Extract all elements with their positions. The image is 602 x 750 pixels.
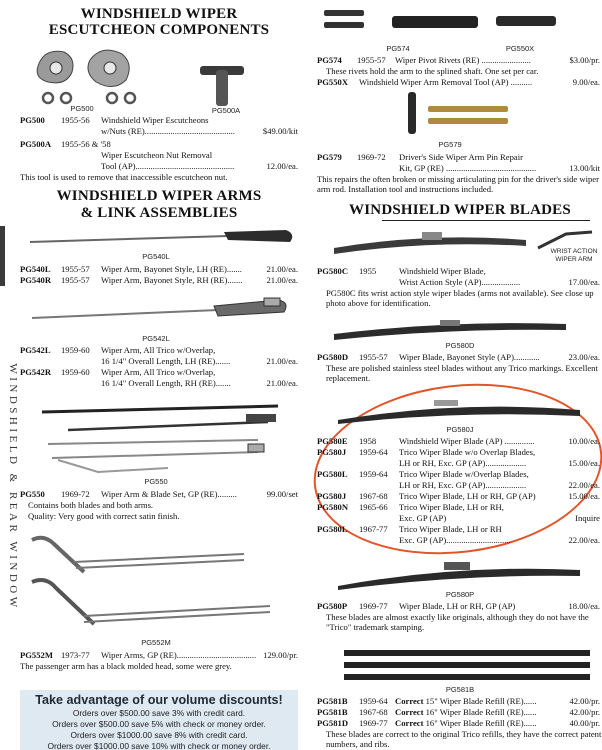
item-pg580l-1959: PG580L 1959-64 Trico Wiper Blade w/Overlap Blades, [317,469,529,479]
caption-pg581b: PG581B [445,685,475,694]
escutcheon-photo [30,40,150,108]
price-pg500: $49.00/kit [262,126,298,136]
item-pg579-desc2: Kit, GP (RE) .......................................... [399,163,537,173]
escutcheon-heading-line1: WINDSHIELD WIPER [80,6,238,22]
item-pg542r: PG542R 1959-60 Wiper Arm, All Trico w/Overlap, [20,367,216,377]
item-pg542l-desc2: 16 1/4" Overall Length, LH (RE)....... [101,356,231,366]
caption-pg540l: PG540L [142,252,170,261]
note-pg552m: The passenger arm has a black molded head, some were grey. [20,661,232,671]
wrist-action-blade-photo [330,226,530,260]
price-pg580p: 18.00/ea. [568,601,600,611]
item-pg550x: PG550X Windshield Wiper Arm Removal Tool (AP) .......... [317,77,533,87]
note-pg581: These blades are correct to the original Trico refills, they have the correct patent numbers, and ribs. [326,729,602,750]
item-pg580l-1967: PG580L 1967-77 Trico Wiper Blade, LH or RH [317,524,502,534]
banner-line-4: Orders over $1000.00 save 10% with check or money order. [47,740,271,750]
item-pg500: PG500 1955-56 Windshield Wiper Escutcheons [20,115,209,125]
item-pg542l: PG542L 1959-60 Wiper Arm, All Trico w/Overlap, [20,345,216,355]
item-pg580c-desc2: Wrist Action Style (AP).................. [399,277,521,287]
item-pg580j-1959-desc2: LH or RH, Exc. GP (AP)................... [399,458,527,468]
item-pg580j-1967: PG580J 1967-68 Trico Wiper Blade, LH or RH, GP (AP) [317,491,536,501]
item-pg500-desc2: w/Nuts (RE).......................................... [101,126,235,136]
caption-pg550: PG550 [144,477,168,486]
banner-line-1: Orders over $500.00 save 3% with credit card. [72,708,246,719]
blades-heading: WINDSHIELD WIPER BLADES [349,202,571,218]
caption-wiper-arm: WIPER ARM [555,256,593,263]
note-pg550-contents: Contains both blades and both arms. [28,500,154,510]
price-pg580l-1967: 22.00/ea. [568,535,600,545]
caption-pg580p: PG580P [445,590,475,599]
price-pg579: 13.00/kit [569,163,600,173]
price-pg581d: 40.00/pr. [569,718,600,728]
note-pg580p: These blades are almost exactly like originals, although they do not have the "Trico" trademark stamping. [326,612,589,633]
blade-refills-photo [342,648,592,684]
arms-heading-line2: & LINK ASSEMBLIES [80,205,238,221]
banner-line-3: Orders over $1000.00 save 8% with credit card. [70,729,248,740]
price-pg580n: Inquire [575,513,600,523]
note-pg574: These rivets hold the arm to the splined shaft. One set per car. [326,66,539,76]
price-pg580j-1967: 15.00/ea. [568,491,600,501]
item-pg580l-1959-desc2: LH or RH, Exc. GP (AP)................... [399,480,527,490]
item-pg581b-1967: PG581B 1967-68 Correct 16" Wiper Blade Refill (RE)...... [317,707,537,717]
price-pg580c: 17.00/ea. [568,277,600,287]
sidebar-vertical-title: WINDSHIELD & REAR WINDOW [7,363,19,611]
item-pg542r-desc2: 16 1/4" Overall Length, RH (RE)....... [101,378,231,388]
item-pg580e: PG580E 1958 Windshield Wiper Blade (AP) .............. [317,436,535,446]
price-pg580j-1959: 15.00/ea. [568,458,600,468]
caption-pg580d: PG580D [445,341,475,350]
price-pg550: 99.00/set [266,489,298,499]
pin-repair-kit-photo [396,92,516,142]
item-pg579: PG579 1969-72 Driver's Side Wiper Arm Pin Repair [317,152,523,162]
price-pg580d: 23.00/ea. [568,352,600,362]
caption-pg579: PG579 [438,140,462,149]
caption-pg550x: PG550X [505,44,535,53]
wiper-arms-pg552m-photo [24,532,294,642]
note-pg580c: PG580C fits wrist action style wiper blades (arms not available). See close up photo above for identification. [326,288,594,309]
price-pg550x: 9.00/ea. [572,77,600,87]
wiper-arm-blade-set-photo [28,400,298,480]
pivot-rivets-photo [322,6,482,42]
item-pg500a: PG500A 1955-56 & '58 [20,139,111,149]
item-pg550: PG550 1969-72 Wiper Arm & Blade Set, GP (RE)......... [20,489,237,499]
note-pg579: This repairs the often broken or missing articulating pin for the driver's side wiper arm rod. Installation tool and instructions included. [317,174,599,195]
note-pg500a: This tool is used to remove that inaccessible escutcheon nut. [20,172,228,182]
item-pg580n-desc2: Exc. GP (AP) [399,513,447,523]
escutcheon-heading-line2: ESCUTCHEON COMPONENTS [48,22,270,38]
price-pg542r: 21.00/ea. [266,378,298,388]
caption-pg500: PG500 [70,104,94,113]
item-pg552m: PG552M 1973-77 Wiper Arms, GP (RE)..................................... [20,650,257,660]
arm-removal-tool-photo [488,8,558,44]
caption-pg580j: PG580J [446,425,474,434]
caption-pg542l: PG542L [142,334,170,343]
item-pg581b-1959: PG581B 1959-64 Correct 15" Wiper Blade Refill (RE)...... [317,696,537,706]
caption-pg552m: PG552M [141,638,171,647]
item-pg580l-1967-desc2: Exc. GP (AP).............................. [399,535,511,545]
banner-title: Take advantage of our volume discounts! [35,693,283,707]
note-pg550-quality: Quality: Very good with correct satin finish. [28,511,180,521]
caption-wrist-action: WRIST ACTION [550,248,598,255]
caption-pg574: PG574 [386,44,410,53]
item-pg540l: PG540L 1955-57 Wiper Arm, Bayonet Style, LH (RE)....... [20,264,242,274]
item-pg500a-desc2: Tool (AP).............................................. [101,161,235,171]
price-pg542l: 21.00/ea. [266,356,298,366]
blades-heading-rule [382,220,590,221]
bayonet-blade-photo [330,312,570,342]
wiper-arm-pg542l-photo [28,292,298,332]
volume-discount-banner [20,690,298,750]
arms-heading-line1: WINDSHIELD WIPER ARMS [56,188,262,204]
note-pg580d: These are polished stainless steel blades without any Trico markings. Excellent replacement. [326,363,598,384]
price-pg540l: 21.00/ea. [266,264,298,274]
price-pg580l-1959: 22.00/ea. [568,480,600,490]
gp-blade-photo [334,558,584,592]
price-pg581b-1967: 42.00/pr. [569,707,600,717]
item-pg500a-desc: Wiper Escutcheon Nut Removal [101,150,213,160]
item-pg574: PG574 1955-57 Wiper Pivot Rivets (RE) ....................... [317,55,531,65]
item-pg580d: PG580D 1955-57 Wiper Blade, Bayonet Style (AP)............ [317,352,540,362]
item-pg580c: PG580C 1955 Windshield Wiper Blade, [317,266,486,276]
nut-removal-tool-photo [192,50,252,110]
price-pg580e: 10.00/ea. [568,436,600,446]
item-pg540r: PG540R 1955-57 Wiper Arm, Bayonet Style, RH (RE)....... [20,275,243,285]
price-pg581b-1959: 42.00/pr. [569,696,600,706]
banner-line-2: Orders over $500.00 save 5% with check or money order. [52,719,266,730]
price-pg500a: 12.00/ea. [266,161,298,171]
item-pg581d: PG581D 1969-77 Correct 16" Wiper Blade Refill (RE)...... [317,718,537,728]
price-pg574: $3.00/pr. [569,55,600,65]
item-pg580n: PG580N 1965-66 Trico Wiper Blade, LH or RH, [317,502,504,512]
trico-blade-photo [334,396,584,426]
price-pg540r: 21.00/ea. [266,275,298,285]
item-pg580p: PG580P 1969-77 Wiper Blade, LH or RH, GP (AP) [317,601,516,611]
caption-pg500a: PG500A [211,106,241,115]
item-pg580j-1959: PG580J 1959-64 Trico Wiper Blade w/o Overlap Blades, [317,447,536,457]
price-pg552m: 129.00/pr. [263,650,298,660]
